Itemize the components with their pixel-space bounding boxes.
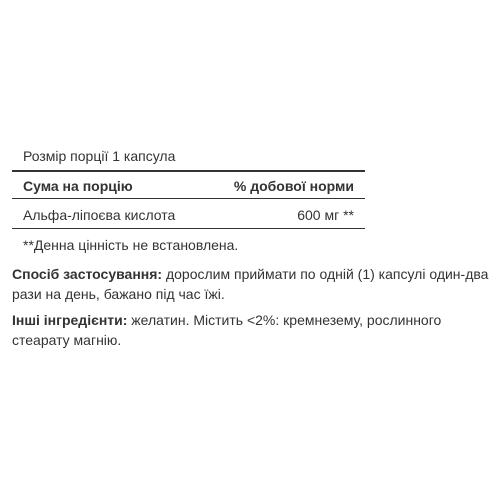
ingredient-name: Альфа-ліпоєва кислота [23,207,176,223]
ingredient-amount: 600 мг ** [297,207,354,223]
daily-value-header: % добової норми [233,178,354,194]
usage-paragraph [12,264,490,304]
usage-text: дорослим приймати по одній (1) капсулі один-два рази на день, бажано під час їжі. [12,266,489,302]
footnote: **Денна цінність не встановлена. [23,237,239,253]
other-ingredients-text: желатин. Містить <2%: кремнезему, рослинного стеарату магнію. [12,312,442,348]
table-header-row [12,172,365,199]
amount-per-serving-header: Сума на порцію [23,178,133,194]
other-ingredients-paragraph [12,310,490,350]
supplement-facts-table [12,146,365,255]
serving-size: Розмір порції 1 капсула [12,146,365,172]
other-ingredients-label: Інші інгредієнти: [12,312,128,328]
usage-label: Спосіб застосування: [12,266,163,282]
table-row [12,199,365,229]
